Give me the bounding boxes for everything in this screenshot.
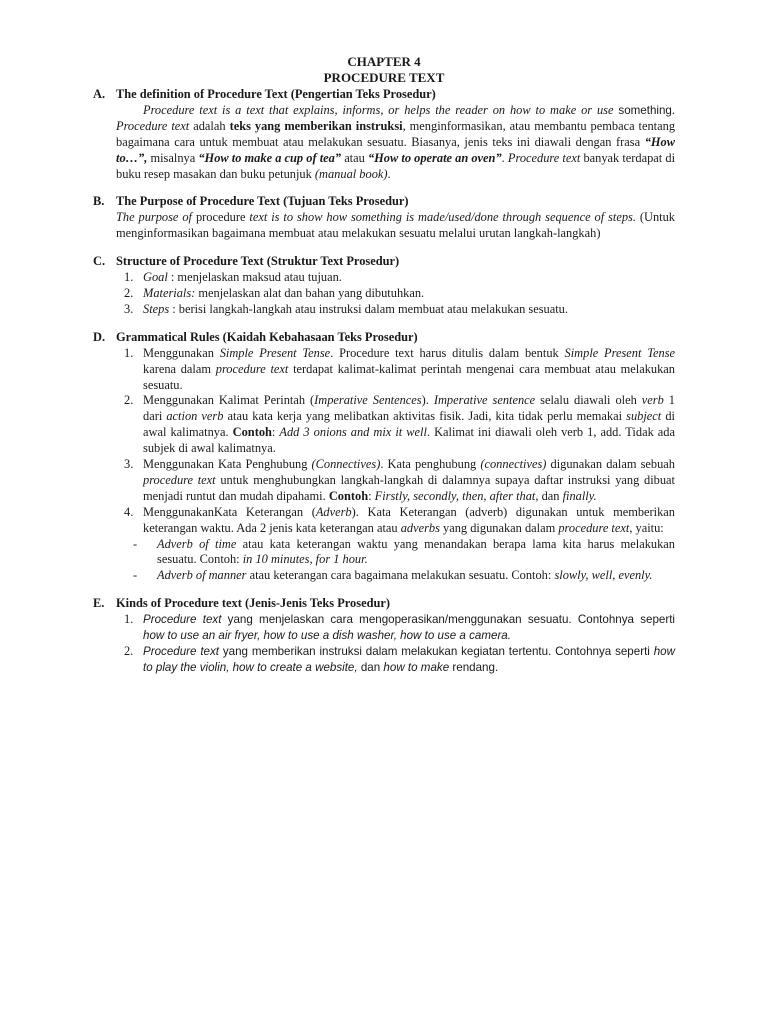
text-run: “How to make a cup of tea” (198, 150, 342, 165)
section-title: Grammatical Rules (Kaidah Kebahasaan Teks Prosedur) (116, 329, 418, 344)
text-run: . Kalimat ini diawali oleh verb 1, add. Tidak ada subjek di awal kalimatnya. (143, 425, 676, 456)
text-run: text is to show how something is made/used/done through sequence of steps. (249, 210, 636, 225)
text-run: Adverb (315, 504, 352, 519)
text-run: karena dalam (143, 361, 212, 376)
section-letter: C. (93, 254, 106, 269)
list-number: 2. (124, 393, 134, 408)
text-run: Imperative Sentences (314, 393, 422, 408)
text-run: . (671, 102, 675, 117)
text-run: (connectives) (480, 457, 547, 472)
text-run: how to use an air fryer, how to use a dish washer, how to use a camera. (143, 629, 511, 643)
text-run: selalu diawali oleh (540, 393, 637, 408)
list-term: Goal (143, 270, 168, 285)
section-letter: E. (93, 596, 105, 611)
text-run: Menggunakan Kalimat Perintah ( (143, 393, 315, 408)
text-run: procedure text (143, 472, 216, 487)
list-item (116, 644, 675, 676)
section-heading (93, 87, 675, 103)
list-item (116, 393, 675, 457)
text-run: di awal kalimatnya. (143, 409, 675, 440)
section-heading (93, 194, 675, 210)
section-title: Structure of Procedure Text (Struktur Text Prosedur) (116, 254, 400, 269)
text-run: finally. (562, 488, 597, 503)
text-run: action verb (166, 409, 224, 424)
section-title: Kinds of Procedure text (Jenis-Jenis Teks Prosedur) (116, 596, 390, 611)
text-run: Procedure text (143, 645, 220, 658)
text-run: , yaitu: (629, 520, 664, 535)
list-number: 2. (124, 644, 134, 658)
text-run: in 10 minutes, for 1 hour. (242, 552, 368, 567)
text-run: verb (641, 393, 664, 408)
text-run: atau kata kerja yang melibatkan aktivitas fisik. Jadi, kita tidak perlu memakai (227, 409, 623, 424)
text-run: atau kata keterangan waktu yang menandakan berapa lama kita harus melakukan sesuatu. Contoh: (157, 536, 676, 567)
text-run: yang memberikan instruksi dalam melakukan kegiatan tertentu. Contohnya seperti (222, 645, 650, 658)
section-kinds (93, 596, 675, 676)
text-run: : (271, 425, 276, 440)
text-run: teks yang memberikan instruksi (229, 118, 403, 133)
text-run: procedure text (558, 520, 630, 535)
text-run: slowly, well, evenly. (554, 568, 653, 583)
text-run: Contoh (328, 488, 369, 503)
text-run: ). (421, 393, 429, 408)
text-run: Adverb of manner (157, 568, 247, 583)
section-letter: D. (93, 329, 106, 344)
list-item (116, 270, 675, 286)
text-run: “How to…”, (116, 134, 675, 165)
section-heading (93, 330, 675, 346)
text-run: ). Kata Keterangan (adverb) digunakan untuk memberikan keterangan waktu. Ada 2 jenis kata keterangan atau (143, 504, 676, 535)
text-run: (Untuk menginformasikan bagaimana membuat atau melakukan sesuatu melalui urutan langkah-langkah) (116, 210, 675, 241)
text-run: , menginformasikan, atau membantu pembaca tentang bagaimana cara untuk membuat atau melakukan sesuatu. Biasanya, jenis teks ini diawali dengan frasa (116, 118, 676, 149)
list-number: 1. (124, 345, 134, 360)
list-item (116, 302, 675, 318)
list-item (116, 346, 675, 394)
text-run: misalnya (150, 150, 196, 165)
section-title: The definition of Procedure Text (Pengertian Teks Prosedur) (116, 87, 436, 101)
text-run: untuk menghubungkan langkah-langkah di dalamnya supaya daftar instruksi yang dibuat menjadi runtut dan mudah dipahami. (143, 472, 675, 503)
text-run: Simple Present Tense (564, 345, 676, 360)
list-number: 3. (124, 457, 134, 472)
text-run: . (387, 166, 391, 181)
section-title: The Purpose of Procedure Text (Tujuan Teks Prosedur) (116, 194, 409, 209)
list-number: 1. (124, 612, 134, 627)
text-run: how to make (383, 660, 450, 674)
text-run: yang menjelaskan cara mengoperasikan/menggunakan sesuatu. Contohnya seperti (227, 613, 675, 627)
text-run: Procedure text (143, 613, 222, 627)
section-heading (93, 254, 675, 270)
text-run: digunakan dalam sebuah (550, 457, 675, 472)
text-run: . Kata penghubung (380, 457, 477, 472)
text-run: Adverb of time (157, 536, 237, 551)
section-structure (93, 254, 675, 318)
text-run: The purpose of (116, 210, 192, 225)
text-run: Procedure text (507, 150, 581, 165)
text-run: terdapat kalimat-kalimat perintah mengenai cara membuat atau melakukan sesuatu. (143, 361, 675, 392)
list-text: menjelaskan alat dan bahan yang dibutuhkan. (195, 285, 425, 300)
list-item (116, 505, 675, 537)
text-run: rendang. (452, 660, 499, 674)
list-item (116, 568, 675, 584)
chapter-number: CHAPTER 4 (347, 54, 421, 69)
text-run: Firstly, secondly, then, after that, (374, 488, 539, 503)
text-run: Menggunakan (143, 345, 214, 360)
kinds-list (116, 612, 675, 676)
section-purpose (93, 194, 675, 242)
list-number: 3. (124, 301, 134, 316)
text-run: 1 dari (143, 393, 675, 424)
text-run: adalah (193, 118, 226, 133)
text-run: Contoh (232, 425, 272, 440)
text-run: Add 3 onions and mix it well (279, 425, 427, 440)
section-letter: A. (93, 87, 106, 101)
text-run: atau keterangan cara bagaimana melakukan sesuatu. Contoh: (249, 568, 552, 583)
text-run: something (618, 103, 672, 117)
structure-list (116, 270, 675, 318)
list-item (116, 612, 675, 644)
text-run: “How to operate an oven” (367, 150, 502, 165)
list-bullet: - (133, 568, 138, 583)
list-text: : menjelaskan maksud atau tujuan. (167, 270, 342, 285)
text-run: Imperative sentence (433, 393, 536, 408)
list-item (116, 537, 675, 569)
text-run: Procedure text (116, 118, 190, 133)
list-term: Steps (143, 301, 170, 316)
list-text: : berisi langkah-langkah atau instruksi dalam membuat atau melakukan sesuatu. (169, 301, 568, 316)
text-run: dan (541, 488, 560, 503)
list-term: Materials: (143, 285, 196, 300)
text-run: adverbs (400, 520, 440, 535)
text-run: : (368, 488, 372, 503)
text-run: Procedure text is a text that explains, informs, or helps the reader on how to make or use (143, 102, 614, 117)
text-run: banyak terdapat di buku resep masakan dan buku petunjuk (116, 150, 676, 181)
text-run: MenggunakanKata Keterangan ( (143, 504, 316, 519)
section-letter: B. (93, 194, 105, 209)
text-run: yang digunakan dalam (443, 520, 556, 535)
text-run: . (501, 150, 505, 165)
list-number: 2. (124, 285, 134, 300)
grammar-list (116, 346, 675, 585)
section-heading (93, 596, 675, 612)
purpose-paragraph (116, 210, 675, 242)
text-run: dan (360, 660, 381, 674)
list-number: 4. (124, 504, 134, 519)
definition-paragraph (116, 103, 675, 183)
text-run: subject (626, 409, 662, 424)
text-run: atau (344, 150, 365, 165)
chapter-title: PROCEDURE TEXT (323, 70, 445, 85)
text-run: Simple Present Tense (219, 345, 331, 360)
list-number: 1. (124, 270, 134, 285)
text-run: procedure (195, 210, 246, 225)
text-run: (manual book) (314, 166, 388, 181)
section-definition (93, 87, 675, 182)
section-grammatical-rules (93, 330, 675, 585)
list-item (116, 286, 675, 302)
text-run: . Procedure text harus ditulis dalam bentuk (330, 345, 559, 360)
list-item (116, 457, 675, 505)
text-run: (Connectives) (311, 457, 381, 472)
list-bullet: - (133, 536, 138, 551)
text-run: Menggunakan Kata Penghubung (143, 457, 308, 472)
text-run: how to play the violin, how to create a website, (143, 645, 675, 674)
text-run: procedure text (215, 361, 289, 376)
